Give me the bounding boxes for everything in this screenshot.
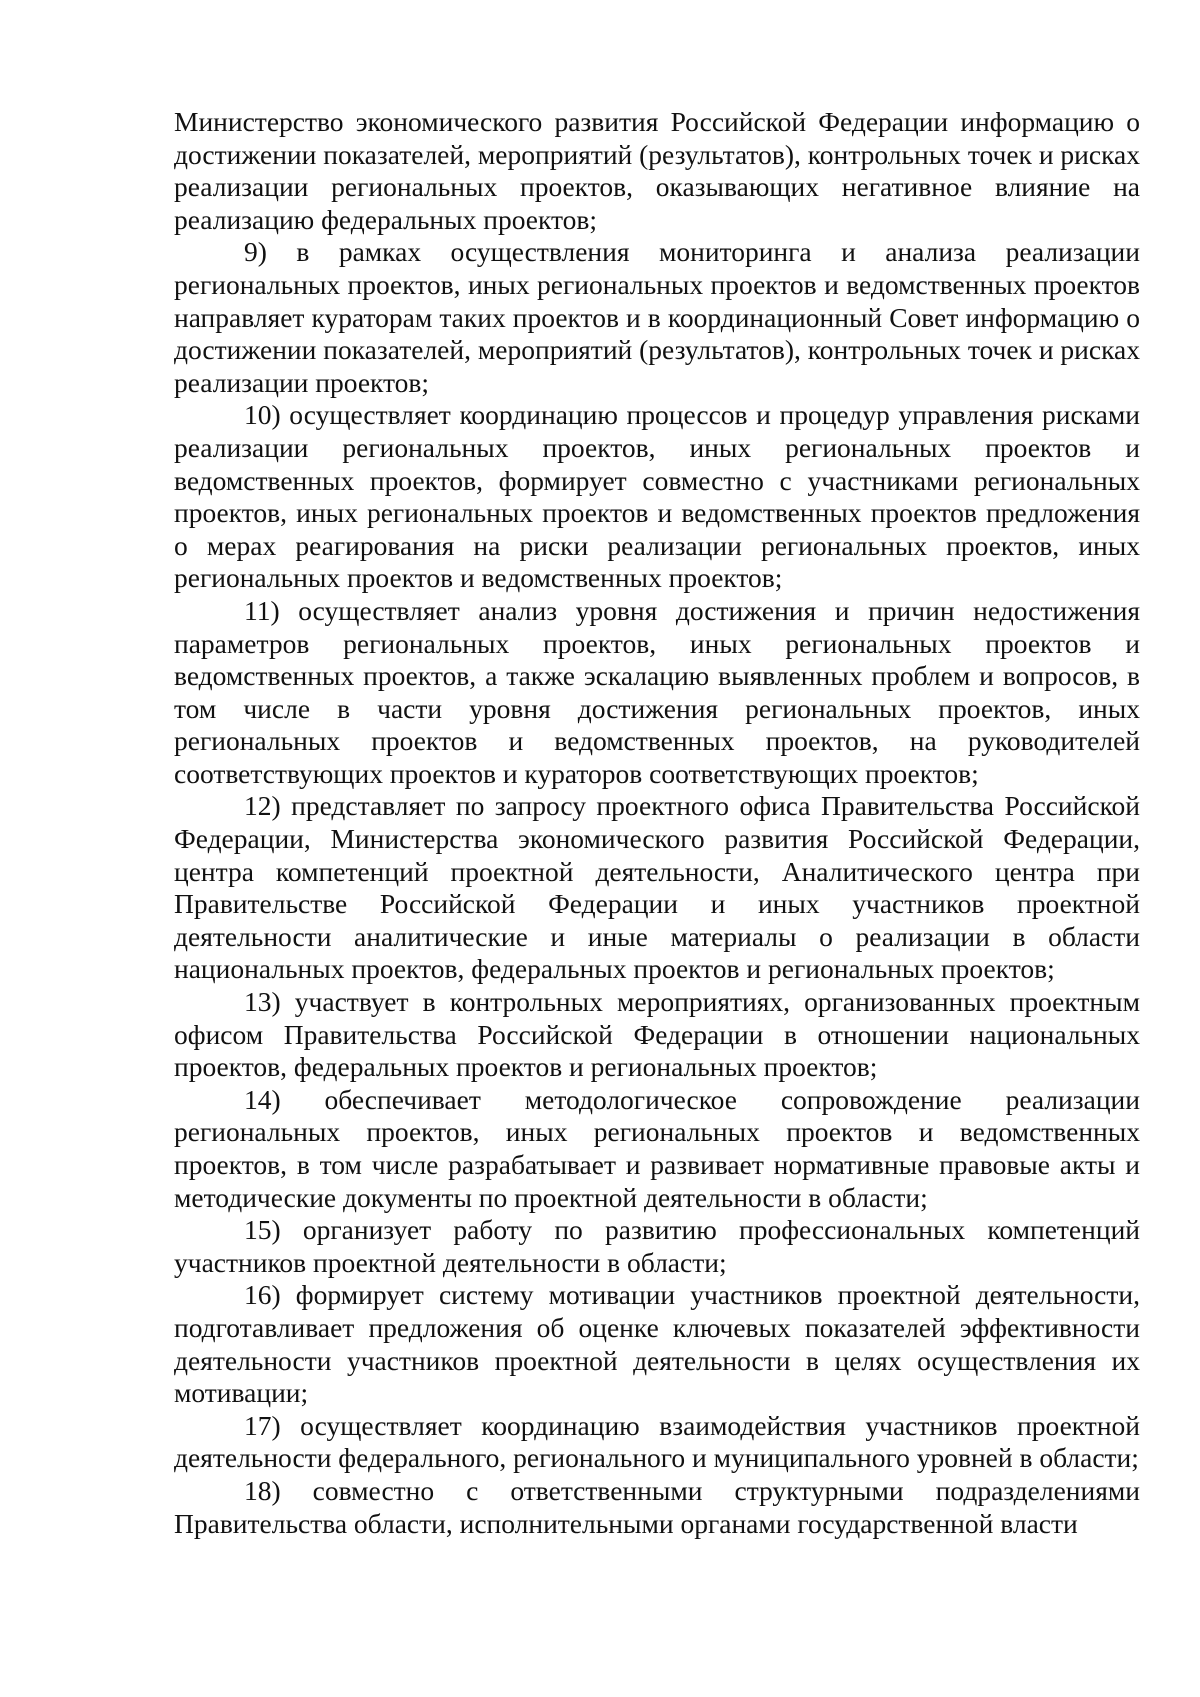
paragraph-item-14: 14) обеспечивает методологическое сопровождение реализации региональных проектов, иных региональных проектов и ведомственных проектов, в том числе разрабатывает и развивает нормативные правовые акты и методические документы по проектной деятельности в области; [174,1083,1140,1213]
paragraph-item-17: 17) осуществляет координацию взаимодействия участников проектной деятельности федерального, регионального и муниципального уровней в области; [174,1409,1140,1474]
document-page [174,106,1140,1540]
paragraph-item-16: 16) формирует систему мотивации участников проектной деятельности, подготавливает предложения об оценке ключевых показателей эффективности деятельности участников проектной деятельности в целях осуществления их мотивации; [174,1279,1140,1409]
paragraph-item-15: 15) организует работу по развитию профессиональных компетенций участников проектной деятельности в области; [174,1214,1140,1278]
paragraph-item-12: 12) представляет по запросу проектного офиса Правительства Российской Федерации, Министерства экономического развития Российской Федерации, центра компетенций проектной деятельности, Аналитического центра при Правительстве Российской Федерации и иных участников проектной деятельности аналитические и иные материалы о реализации в области национальных проектов, федеральных проектов и региональных проектов; [174,790,1140,985]
paragraph-item-9: 9) в рамках осуществления мониторинга и анализа реализации региональных проектов, иных региональных проектов и ведомственных проектов направляет кураторам таких проектов и в координационный Совет информацию о достижении показателей, мероприятий (результатов), контрольных точек и рисках реализации проектов; [174,236,1140,398]
paragraph-item-18: 18) совместно с ответственными структурными подразделениями Правительства области, исполнительными органами государственной власти [174,1474,1140,1539]
paragraph-item-13: 13) участвует в контрольных мероприятиях, организованных проектным офисом Правительства Российской Федерации в отношении национальных проектов, федеральных проектов и региональных проектов; [174,986,1140,1083]
paragraph-item-11: 11) осуществляет анализ уровня достижения и причин недостижения параметров региональных проектов, иных региональных проектов и ведомственных проектов, а также эскалацию выявленных проблем и вопросов, в том числе в части уровня достижения региональных проектов, иных региональных проектов и ведомственных проектов, на руководителей соответствующих проектов и кураторов соответствующих проектов; [174,594,1140,789]
paragraph-continuation: Министерство экономического развития Российской Федерации информацию о достижении показателей, мероприятий (результатов), контрольных точек и рисках реализации региональных проектов, оказывающих негативное влияние на реализацию федеральных проектов; [174,106,1140,235]
paragraph-item-10: 10) осуществляет координацию процессов и процедур управления рисками реализации региональных проектов, иных региональных проектов и ведомственных проектов, формирует совместно с участниками региональных проектов, иных региональных проектов и ведомственных проектов предложения о мерах реагирования на риски реализации региональных проектов, иных региональных проектов и ведомственных проектов; [174,399,1140,594]
